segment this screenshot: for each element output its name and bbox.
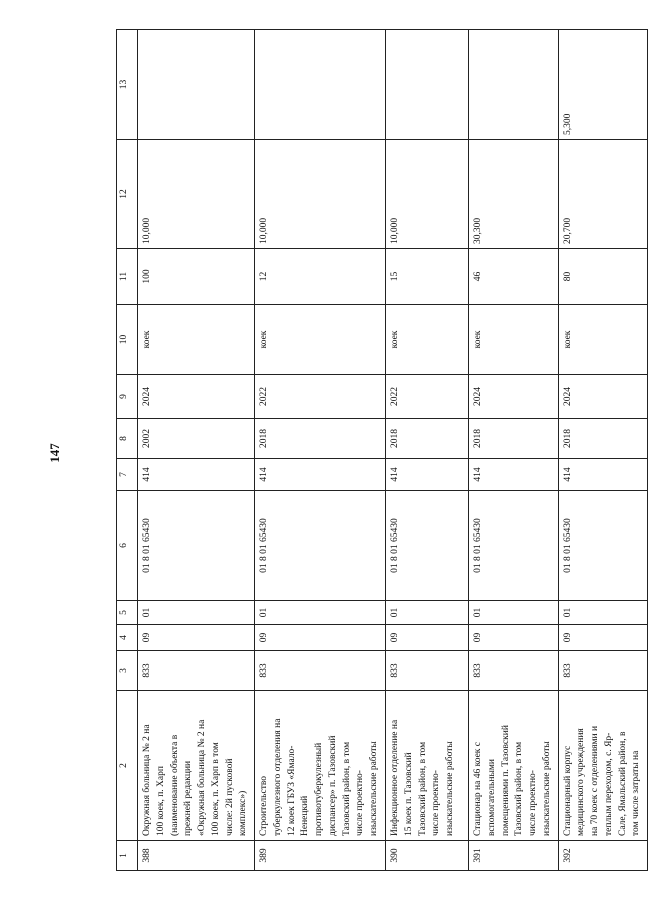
cell-col-10: коек bbox=[386, 305, 469, 375]
cell-col-3: 833 bbox=[138, 651, 255, 691]
cell-col-2: Стационарный корпус медицинского учреждения на 70 коек с отделениями и теплым переходом, с. Яр- Сале, Ямальский район, в том числе затраты на bbox=[558, 691, 648, 841]
header-cell-col-6: 6 bbox=[117, 491, 138, 601]
cell-col-3: 833 bbox=[558, 651, 648, 691]
cell-col-4: 09 bbox=[386, 625, 469, 651]
cell-col-6: 01 8 01 65430 bbox=[255, 491, 386, 601]
cell-col-7: 414 bbox=[558, 459, 648, 491]
header-cell-col-9: 9 bbox=[117, 375, 138, 419]
cell-col-4: 09 bbox=[255, 625, 386, 651]
cell-col-11: 100 bbox=[138, 249, 255, 305]
cell-col-11: 46 bbox=[469, 249, 559, 305]
cell-col-10: коек bbox=[558, 305, 648, 375]
cell-col-5: 01 bbox=[138, 601, 255, 625]
cell-col-2: Строительство туберкулезного отделения на 12 коек ГБУЗ «Ямало- Ненецкий противотуберкулезный диспансер» п. Тазовский Тазовский район, в том числе проектно- изыскательские работы bbox=[255, 691, 386, 841]
header-cell-col-11: 11 bbox=[117, 249, 138, 305]
cell-col-8: 2018 bbox=[255, 419, 386, 459]
cell-col-4: 09 bbox=[469, 625, 559, 651]
cell-col-7: 414 bbox=[138, 459, 255, 491]
table-row bbox=[558, 30, 648, 871]
cell-col-9: 2022 bbox=[255, 375, 386, 419]
cell-col-12: 20,700 bbox=[558, 140, 648, 249]
cell-col-7: 414 bbox=[255, 459, 386, 491]
cell-col-11: 80 bbox=[558, 249, 648, 305]
investment-objects-table bbox=[116, 29, 648, 871]
header-cell-col-7: 7 bbox=[117, 459, 138, 491]
cell-col-2: Стационар на 46 коек с вспомогательными помещениями п. Тазовский Тазовский район, в том числе проектно- изыскательские работы bbox=[469, 691, 559, 841]
cell-col-3: 833 bbox=[255, 651, 386, 691]
cell-col-12: 10,000 bbox=[386, 140, 469, 249]
cell-col-5: 01 bbox=[558, 601, 648, 625]
cell-col-6: 01 8 01 65430 bbox=[138, 491, 255, 601]
header-cell-col-5: 5 bbox=[117, 601, 138, 625]
cell-col-1: 392 bbox=[558, 841, 648, 871]
cell-col-8: 2018 bbox=[469, 419, 559, 459]
table-row bbox=[469, 30, 559, 871]
table-body bbox=[117, 30, 648, 871]
cell-col-9: 2022 bbox=[386, 375, 469, 419]
header-cell-col-4: 4 bbox=[117, 625, 138, 651]
cell-col-4: 09 bbox=[138, 625, 255, 651]
header-cell-col-10: 10 bbox=[117, 305, 138, 375]
cell-col-7: 414 bbox=[469, 459, 559, 491]
header-cell-col-12: 12 bbox=[117, 140, 138, 249]
cell-col-5: 01 bbox=[386, 601, 469, 625]
cell-col-7: 414 bbox=[386, 459, 469, 491]
cell-col-4: 09 bbox=[558, 625, 648, 651]
cell-col-12: 10,000 bbox=[255, 140, 386, 249]
cell-col-13: 5,300 bbox=[558, 30, 648, 140]
table-row bbox=[386, 30, 469, 871]
cell-col-10: коек bbox=[138, 305, 255, 375]
cell-col-11: 15 bbox=[386, 249, 469, 305]
cell-col-8: 2018 bbox=[386, 419, 469, 459]
header-cell-col-2: 2 bbox=[117, 691, 138, 841]
cell-col-1: 390 bbox=[386, 841, 469, 871]
page-number: 147 bbox=[47, 443, 62, 463]
header-cell-col-13: 13 bbox=[117, 30, 138, 140]
cell-col-12: 30,300 bbox=[469, 140, 559, 249]
cell-col-9: 2024 bbox=[469, 375, 559, 419]
cell-col-3: 833 bbox=[469, 651, 559, 691]
cell-col-6: 01 8 01 65430 bbox=[386, 491, 469, 601]
cell-col-6: 01 8 01 65430 bbox=[558, 491, 648, 601]
cell-col-1: 389 bbox=[255, 841, 386, 871]
cell-col-3: 833 bbox=[386, 651, 469, 691]
cell-col-1: 391 bbox=[469, 841, 559, 871]
cell-col-8: 2002 bbox=[138, 419, 255, 459]
table-row bbox=[138, 30, 255, 871]
cell-col-13 bbox=[469, 30, 559, 140]
cell-col-13 bbox=[386, 30, 469, 140]
cell-col-1: 388 bbox=[138, 841, 255, 871]
document-table-container bbox=[116, 30, 642, 871]
cell-col-2: Окружная больница № 2 на 100 коек, п. Харп (наименование объекта в прежней редакции «Окружная больница № 2 на 100 коек, п. Харп в том числе: 2й пусковой комплекс») bbox=[138, 691, 255, 841]
cell-col-13 bbox=[255, 30, 386, 140]
table-row bbox=[255, 30, 386, 871]
cell-col-12: 10,000 bbox=[138, 140, 255, 249]
table-header-row bbox=[117, 30, 138, 871]
cell-col-8: 2018 bbox=[558, 419, 648, 459]
cell-col-9: 2024 bbox=[558, 375, 648, 419]
cell-col-13 bbox=[138, 30, 255, 140]
header-cell-col-3: 3 bbox=[117, 651, 138, 691]
cell-col-5: 01 bbox=[469, 601, 559, 625]
cell-col-2: Инфекционное отделение на 15 коек п. Тазовский Тазовский район, в том числе проектно- изыскательские работы bbox=[386, 691, 469, 841]
cell-col-5: 01 bbox=[255, 601, 386, 625]
cell-col-6: 01 8 01 65430 bbox=[469, 491, 559, 601]
cell-col-9: 2024 bbox=[138, 375, 255, 419]
header-cell-col-8: 8 bbox=[117, 419, 138, 459]
cell-col-10: коек bbox=[469, 305, 559, 375]
header-cell-col-1: 1 bbox=[117, 841, 138, 871]
cell-col-10: коек bbox=[255, 305, 386, 375]
cell-col-11: 12 bbox=[255, 249, 386, 305]
